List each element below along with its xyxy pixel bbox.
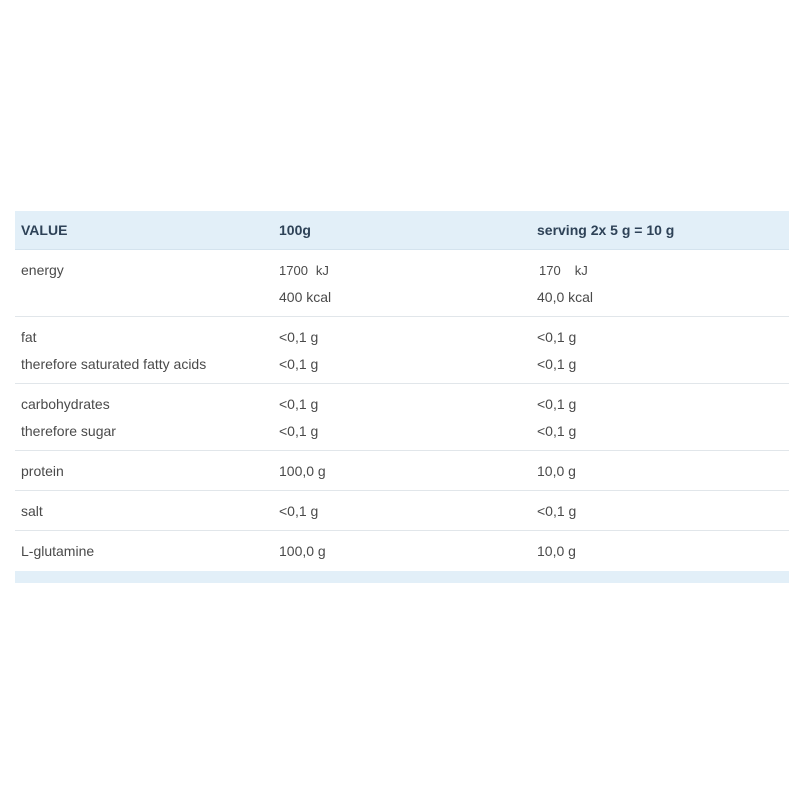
header-serving: serving 2x 5 g = 10 g [537,222,675,238]
protein-serving: 10,0 g [537,463,576,479]
salt-per100: <0,1 g [279,503,319,519]
energy-per100-kj-value: 1700 [279,263,308,278]
table-row-salt [15,491,789,531]
header-value: VALUE [21,222,68,238]
nutrition-table [15,211,789,583]
energy-serving-kcal: 40,0 kcal [537,289,594,305]
table-row-protein [15,451,789,491]
salt-label: salt [21,503,43,519]
header-per-100g: 100g [279,222,311,238]
fat-label: fat [21,329,37,345]
carbohydrates-serving: <0,1 g [537,396,577,412]
saturated-fat-per100: <0,1 g [279,356,319,372]
l-glutamine-per100: 100,0 g [279,543,326,559]
fat-serving: <0,1 g [537,329,577,345]
energy-per100-kcal: 400 kcal [279,289,332,305]
energy-serving-kj-unit: kJ [574,263,588,278]
table-row-carbohydrates [15,384,789,451]
energy-serving-kj-value: 170 [539,263,561,278]
energy-label: energy [21,262,64,278]
carbohydrates-per100: <0,1 g [279,396,319,412]
l-glutamine-serving: 10,0 g [537,543,576,559]
protein-label: protein [21,463,64,479]
sugar-label: therefore sugar [21,423,116,439]
carbohydrates-label: carbohydrates [21,396,110,412]
energy-per100-kj-unit: kJ [315,263,329,278]
table-row-energy [15,250,789,317]
protein-per100: 100,0 g [279,463,326,479]
table-row-l-glutamine [15,531,789,571]
sugar-serving: <0,1 g [537,423,577,439]
fat-per100: <0,1 g [279,329,319,345]
sugar-per100: <0,1 g [279,423,319,439]
table-row-fat [15,317,789,384]
salt-serving: <0,1 g [537,503,577,519]
table-footer-bar [15,571,789,583]
l-glutamine-label: L-glutamine [21,543,95,559]
saturated-fat-label: therefore saturated fatty acids [21,356,207,372]
saturated-fat-serving: <0,1 g [537,356,577,372]
table-header-row [15,211,789,250]
